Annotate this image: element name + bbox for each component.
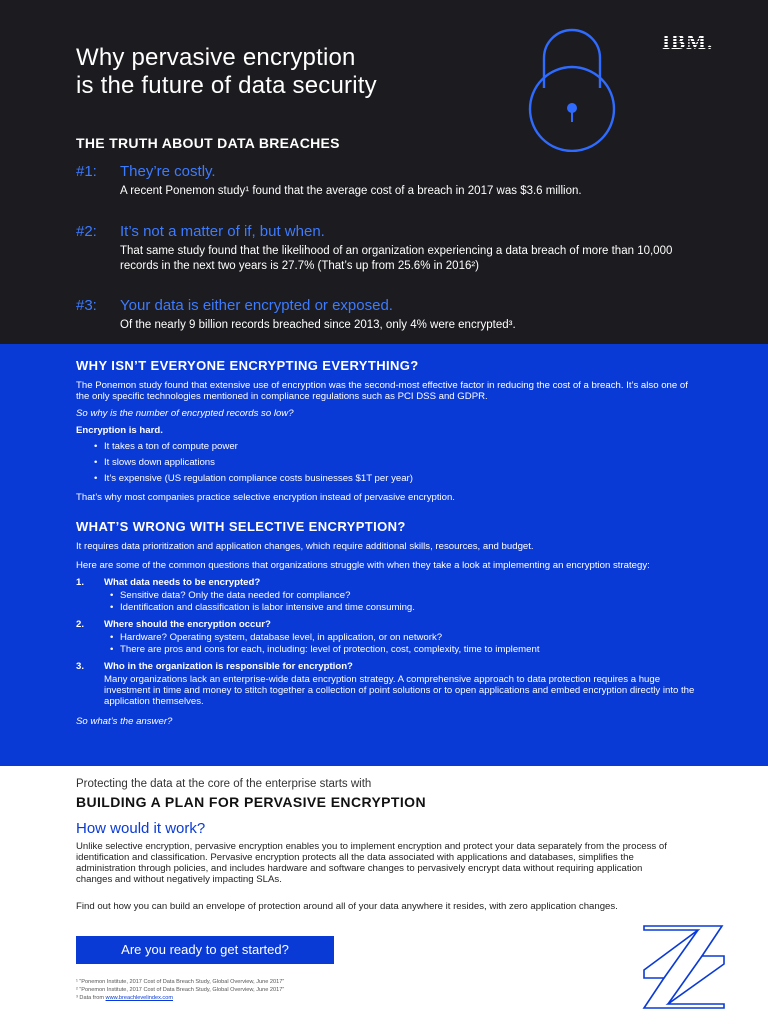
- truth-item-body: A recent Ponemon study¹ found that the average cost of a breach in 2017 was $3.6 million.: [120, 185, 582, 197]
- question-item-1: [76, 577, 696, 613]
- why-paragraph: The Ponemon study found that extensive use of encryption was the second-most effective factor in reducing the cost of a breach. It’s also one of the only specific technologies mentioned in compliance regulations such as PCI DSS and GDPR.: [76, 380, 688, 402]
- question-item-2: [76, 619, 696, 655]
- question-title: What data needs to be encrypted?: [104, 577, 261, 588]
- footnote-1: ¹ “Ponemon Institute, 2017 Cost of Data Breach Study, Global Overview, June 2017”: [76, 979, 285, 985]
- truth-item-number: #2:: [76, 223, 97, 240]
- list-item: • Sensitive data? Only the data needed for compliance?: [104, 590, 696, 601]
- question-title: Where should the encryption occur?: [104, 619, 271, 630]
- encryption-section: [0, 344, 768, 766]
- how-subheading: How would it work?: [76, 820, 206, 837]
- question-title: Who in the organization is responsible for encryption?: [104, 661, 353, 672]
- plan-paragraph-2: Find out how you can build an envelope of protection around all of your data anywhere it resides, with zero application changes.: [76, 901, 618, 912]
- hard-reasons-list: [76, 441, 696, 484]
- footnote-2: ² “Ponemon Institute, 2017 Cost of Data Breach Study, Global Overview, June 2017”: [76, 987, 285, 993]
- footnotes: [76, 978, 284, 1002]
- hero-section: [0, 0, 768, 344]
- list-item: • It slows down applications: [76, 457, 696, 468]
- questions-list: [76, 577, 696, 707]
- plan-intro: Protecting the data at the core of the enterprise starts with: [76, 778, 372, 790]
- truth-item-heading: Your data is either encrypted or exposed.: [120, 297, 393, 314]
- list-item: • There are pros and cons for each, including: level of protection, cost, complexity, time to implement: [104, 644, 696, 655]
- question-item-3: [76, 661, 696, 707]
- encryption-hard-label: Encryption is hard.: [76, 425, 163, 436]
- list-item: • Identification and classification is labor intensive and time consuming.: [104, 602, 696, 613]
- page-title: [76, 44, 377, 100]
- question-number: 1.: [76, 577, 85, 588]
- footnote-3: [76, 994, 284, 1002]
- truth-item-heading: They’re costly.: [120, 163, 216, 180]
- padlock-icon: [512, 26, 632, 152]
- wrong-heading: WHAT’S WRONG WITH SELECTIVE ENCRYPTION?: [76, 519, 406, 534]
- truth-item-1: [76, 163, 676, 199]
- page-title-line2: is the future of data security: [76, 72, 377, 99]
- truth-item-heading: It’s not a matter of if, but when.: [120, 223, 325, 240]
- list-item: • It takes a ton of compute power: [76, 441, 696, 452]
- list-item: • Hardware? Operating system, database level, in application, or on network?: [104, 632, 696, 643]
- why-heading: WHY ISN’T EVERYONE ENCRYPTING EVERYTHING?: [76, 358, 419, 373]
- get-started-button[interactable]: Are you ready to get started?: [76, 936, 334, 964]
- ibm-z-logo-icon: [640, 920, 730, 1010]
- truth-item-2: [76, 223, 676, 274]
- question-body: Many organizations lack an enterprise-wide data encryption strategy. A comprehensive approach to data protection requires a huge investment in time and money to stitch together a collection of point solutions or to open applications and embed encryption directly into the application themselves.: [104, 674, 695, 707]
- plan-heading: BUILDING A PLAN FOR PERVASIVE ENCRYPTION: [76, 794, 426, 810]
- why-closing: That’s why most companies practice selective encryption instead of pervasive encryption.: [76, 492, 455, 503]
- truth-item-number: #1:: [76, 163, 97, 180]
- truth-item-body: That same study found that the likelihood of an organization experiencing a data breach of more than 10,000 records in the next two years is 27.7% (That’s up from 25.6% in 2016²): [120, 245, 673, 272]
- wrong-paragraph-1: It requires data prioritization and application changes, which require additional skills, resources, and budget.: [76, 541, 534, 552]
- truth-item-number: #3:: [76, 297, 97, 314]
- question-number: 3.: [76, 661, 85, 672]
- page-title-line1: Why pervasive encryption: [76, 44, 356, 71]
- plan-paragraph-1: Unlike selective encryption, pervasive encryption enables you to implement encryption and protect your data separately from the process of identification and classification. Pervasive encryption protects all the data associated with applications and databases, simplifies the administration through policies, and includes hardware and software changes to pervasively encrypt data without requiring application changes and without negatively impacting SLAs.: [76, 841, 667, 885]
- footnote-3-text: ³ Data from: [76, 995, 106, 1001]
- truth-heading: THE TRUTH ABOUT DATA BREACHES: [76, 135, 340, 151]
- list-item: • It’s expensive (US regulation compliance costs businesses $1T per year): [76, 473, 696, 484]
- truth-item-body: Of the nearly 9 billion records breached since 2013, only 4% were encrypted³.: [120, 319, 516, 331]
- plan-section: [0, 766, 768, 1024]
- answer-question: So what’s the answer?: [76, 716, 173, 727]
- truth-item-3: [76, 297, 676, 333]
- ibm-logo: IBM.: [662, 30, 714, 54]
- breachlevelindex-link[interactable]: www.breachlevelindex.com: [105, 995, 173, 1001]
- wrong-paragraph-2: Here are some of the common questions that organizations struggle with when they take a look at implementing an encryption strategy:: [76, 560, 650, 571]
- question-number: 2.: [76, 619, 85, 630]
- why-question: So why is the number of encrypted records so low?: [76, 408, 294, 419]
